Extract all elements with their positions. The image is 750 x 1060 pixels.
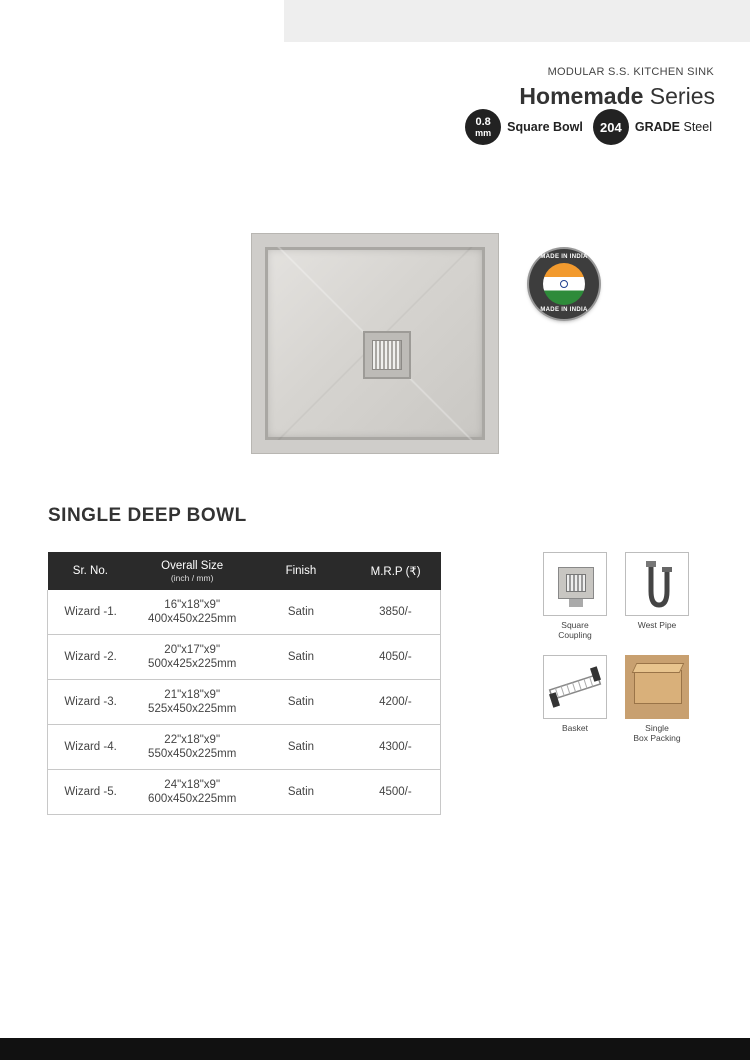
cell-size-inch: 22"x18"x9"	[164, 734, 221, 746]
cell-size-inch: 24"x18"x9"	[164, 779, 221, 791]
sink-product-image	[251, 233, 499, 454]
accessory-label	[625, 620, 689, 630]
accessory-image	[543, 552, 607, 616]
cell-finish: Satin	[251, 635, 351, 680]
accessory-label-line2: Coupling	[558, 630, 592, 640]
table-row	[48, 590, 441, 635]
bottom-band	[0, 1038, 750, 1060]
drain-grate	[372, 340, 402, 370]
accessory-image	[625, 655, 689, 719]
accessory-label-line1: West Pipe	[637, 620, 677, 630]
cell-mrp: 4050/-	[351, 635, 441, 680]
accessory-basket	[543, 655, 607, 733]
badge-bottom-text: MADE IN INDIA	[540, 307, 588, 313]
waste-pipe-icon	[626, 553, 688, 615]
made-in-india-badge	[529, 249, 599, 319]
cell-sr: Wizard -4.	[48, 725, 134, 770]
cell-sr: Wizard -3.	[48, 680, 134, 725]
table-row	[48, 725, 441, 770]
header-mrp: M.R.P (₹)	[351, 552, 441, 590]
grade-bold: GRADE	[634, 120, 681, 134]
grade-value: 204	[600, 119, 622, 135]
sink-bowl	[265, 247, 485, 440]
page-title	[519, 83, 715, 110]
cell-finish: Satin	[251, 770, 351, 815]
chakra-icon	[560, 280, 568, 288]
cell-finish: Satin	[251, 680, 351, 725]
square-coupling-icon	[558, 567, 594, 599]
cell-size	[133, 635, 251, 680]
grade-light: Steel	[683, 120, 712, 134]
header-size-label: Overall Size	[161, 559, 224, 572]
cell-size	[133, 590, 251, 635]
cell-mrp: 4500/-	[351, 770, 441, 815]
accessory-label-line1: Square	[561, 620, 589, 630]
cell-mrp: 4200/-	[351, 680, 441, 725]
accessory-label	[543, 723, 607, 733]
cell-finish: Satin	[251, 590, 351, 635]
section-title: SINGLE DEEP BOWL	[48, 505, 247, 526]
cell-size-mm: 400x450x225mm	[148, 613, 237, 625]
spec-row	[465, 108, 716, 146]
badge-top-text: MADE IN INDIA	[540, 254, 588, 260]
cell-size-inch: 16"x18"x9"	[164, 599, 221, 611]
cell-size-mm: 550x450x225mm	[148, 748, 237, 760]
title-bold: Homemade	[519, 83, 644, 109]
accessory-box-packing	[625, 655, 689, 743]
product-category: MODULAR S.S. KITCHEN SINK	[547, 66, 714, 78]
header-sr: Sr. No.	[48, 552, 134, 590]
header-finish: Finish	[251, 552, 351, 590]
top-band	[284, 0, 750, 42]
cell-size-inch: 20"x17"x9"	[164, 644, 221, 656]
table-header-row	[48, 552, 441, 590]
accessory-label	[625, 723, 689, 743]
header-size-sub: (inch / mm)	[170, 572, 214, 583]
cell-size	[133, 770, 251, 815]
title-light: Series	[649, 83, 715, 109]
cell-size-inch: 21"x18"x9"	[164, 689, 221, 701]
thickness-value: 0.8	[475, 115, 491, 128]
thickness-badge	[465, 109, 501, 145]
thickness-unit: mm	[475, 127, 492, 138]
accessory-label-line1: Single	[645, 723, 669, 733]
cell-mrp: 4300/-	[351, 725, 441, 770]
bowl-shape: Square Bowl	[507, 120, 583, 134]
cell-sr: Wizard -1.	[48, 590, 134, 635]
drain-icon	[363, 331, 411, 379]
price-table	[47, 552, 441, 815]
cell-sr: Wizard -5.	[48, 770, 134, 815]
grade-text	[635, 120, 712, 134]
accessory-square-coupling	[543, 552, 607, 640]
grade-badge	[593, 109, 629, 145]
india-flag-icon	[543, 263, 585, 305]
cell-size-mm: 525x450x225mm	[148, 703, 237, 715]
cell-finish: Satin	[251, 725, 351, 770]
cell-size-mm: 600x450x225mm	[148, 793, 237, 805]
accessory-image	[543, 655, 607, 719]
table-row	[48, 770, 441, 815]
accessory-label-line1: Basket	[562, 723, 588, 733]
cell-mrp: 3850/-	[351, 590, 441, 635]
accessory-label-line2: Box Packing	[633, 733, 681, 743]
table-row	[48, 635, 441, 680]
cell-size	[133, 725, 251, 770]
accessory-label	[543, 620, 607, 640]
header-size	[133, 552, 251, 590]
accessory-west-pipe	[625, 552, 689, 630]
cell-sr: Wizard -2.	[48, 635, 134, 680]
carton-box-icon	[634, 670, 682, 704]
accessory-image	[625, 552, 689, 616]
table-row	[48, 680, 441, 725]
cell-size	[133, 680, 251, 725]
cell-size-mm: 500x425x225mm	[148, 658, 237, 670]
basket-icon	[544, 656, 606, 718]
